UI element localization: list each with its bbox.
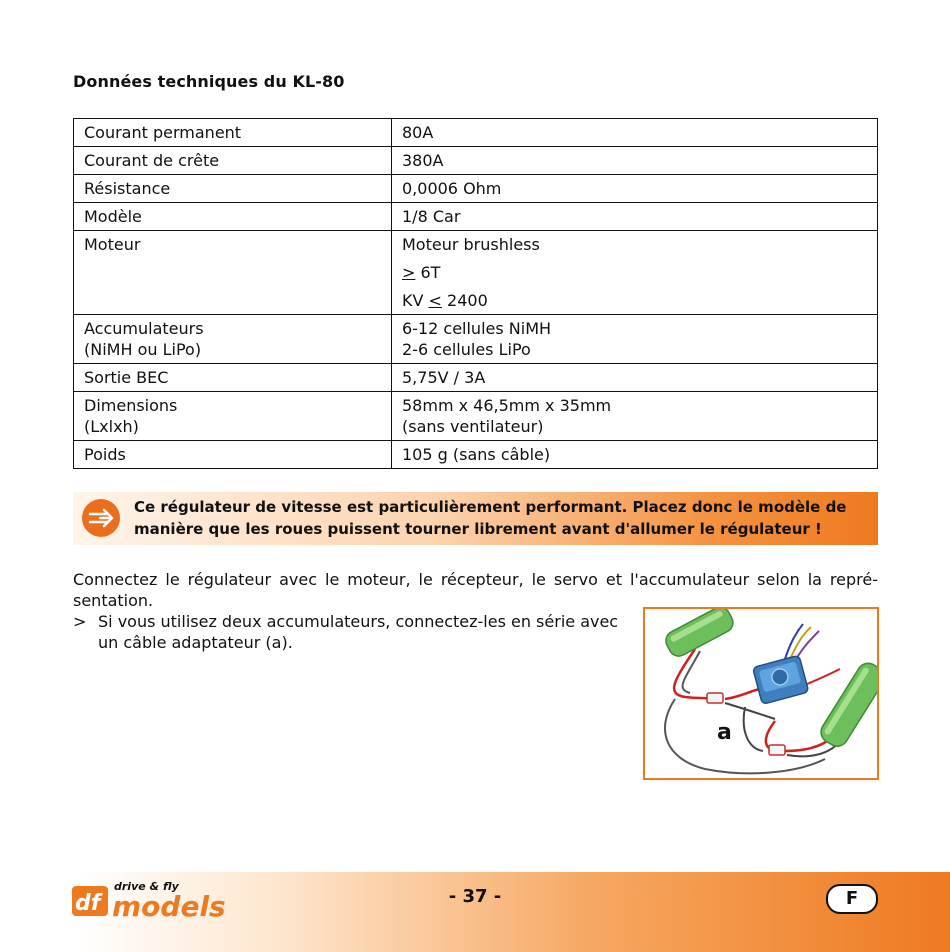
table-row — [74, 203, 878, 231]
specs-table — [73, 118, 878, 469]
spec-label-line: Résistance — [84, 179, 171, 198]
bullet-mark: > — [73, 612, 87, 631]
spec-label-line: Poids — [84, 445, 126, 464]
logo-small-text: drive & fly — [114, 880, 179, 893]
less-equal-symbol: < — [428, 291, 442, 310]
bullet-text: Si vous utilisez deux accumulateurs, connectez-les en série avec un câble adaptateur (a). — [98, 612, 619, 652]
table-row — [74, 175, 878, 203]
spec-label — [74, 315, 392, 364]
section-title: Données techniques du KL-80 — [73, 72, 345, 91]
spec-value-line: 6-12 cellules NiMH — [402, 319, 552, 338]
spec-label — [74, 392, 392, 441]
spec-value — [392, 175, 878, 203]
spec-value-line: 380A — [402, 151, 444, 170]
greater-equal-symbol: > — [402, 263, 416, 282]
wiring-illustration — [643, 607, 879, 780]
spec-label-line: Moteur — [84, 235, 141, 254]
warning-text: Ce régulateur de vitesse est particulièrement performant. Placez donc le modèle de manière que les roues puissent tourner librement avant d'allumer le régulateur ! — [134, 498, 847, 538]
spec-value — [392, 392, 878, 441]
table-row — [74, 392, 878, 441]
spec-value-line — [402, 290, 867, 311]
spec-value-text: 2400 — [441, 291, 488, 310]
language-badge: F — [826, 884, 878, 914]
spec-label — [74, 203, 392, 231]
spec-label — [74, 119, 392, 147]
spec-label — [74, 231, 392, 315]
spec-value — [392, 315, 878, 364]
spec-label — [74, 175, 392, 203]
spec-value-line: 5,75V / 3A — [402, 368, 486, 387]
spec-value-line: Moteur brushless — [402, 235, 540, 254]
table-row — [74, 119, 878, 147]
spec-value — [392, 441, 878, 469]
spec-value — [392, 203, 878, 231]
spec-value — [392, 119, 878, 147]
spec-label — [74, 441, 392, 469]
spec-value-line: 1/8 Car — [402, 207, 461, 226]
page-number: - 37 - — [448, 886, 502, 907]
spec-value-line: 0,0006 Ohm — [402, 179, 502, 198]
arrow-right-icon — [82, 499, 120, 537]
spec-value-text: KV — [402, 291, 429, 310]
spec-label-line: Courant permanent — [84, 123, 242, 142]
brand-logo — [72, 876, 252, 928]
table-row — [74, 364, 878, 392]
spec-label-line: Sortie BEC — [84, 368, 169, 387]
page-footer — [0, 872, 950, 952]
instruction-paragraph: Connectez le régulateur avec le moteur, le récepteur, le servo et l'accumulateur selon la repré-sentation. — [73, 570, 878, 610]
spec-value-line: (sans ventilateur) — [402, 417, 544, 436]
spec-label-line: Dimensions — [84, 396, 178, 415]
spec-value-line: 105 g (sans câble) — [402, 445, 551, 464]
spec-value-line: 58mm x 46,5mm x 35mm — [402, 396, 612, 415]
adapter-label: a — [717, 720, 732, 745]
spec-value — [392, 147, 878, 175]
spec-label — [74, 147, 392, 175]
spec-label-line: Modèle — [84, 207, 142, 226]
table-row — [74, 147, 878, 175]
spec-value-line: 2-6 cellules LiPo — [402, 340, 531, 359]
table-row — [74, 231, 878, 315]
warning-note — [73, 492, 878, 545]
spec-label-line: (Lxlxh) — [84, 417, 139, 436]
spec-label-line: Courant de crête — [84, 151, 220, 170]
spec-value — [392, 364, 878, 392]
table-row — [74, 315, 878, 364]
spec-label-line: (NiMH ou LiPo) — [84, 340, 202, 359]
spec-label-line: Accumulateurs — [84, 319, 204, 338]
spec-label — [74, 364, 392, 392]
spec-value — [392, 231, 878, 315]
table-row — [74, 441, 878, 469]
spec-value-line: 80A — [402, 123, 434, 142]
logo-mark: df — [75, 891, 101, 916]
spec-value-line — [402, 262, 867, 283]
logo-big-text: models — [112, 890, 226, 923]
spec-value-text: 6T — [415, 263, 441, 282]
